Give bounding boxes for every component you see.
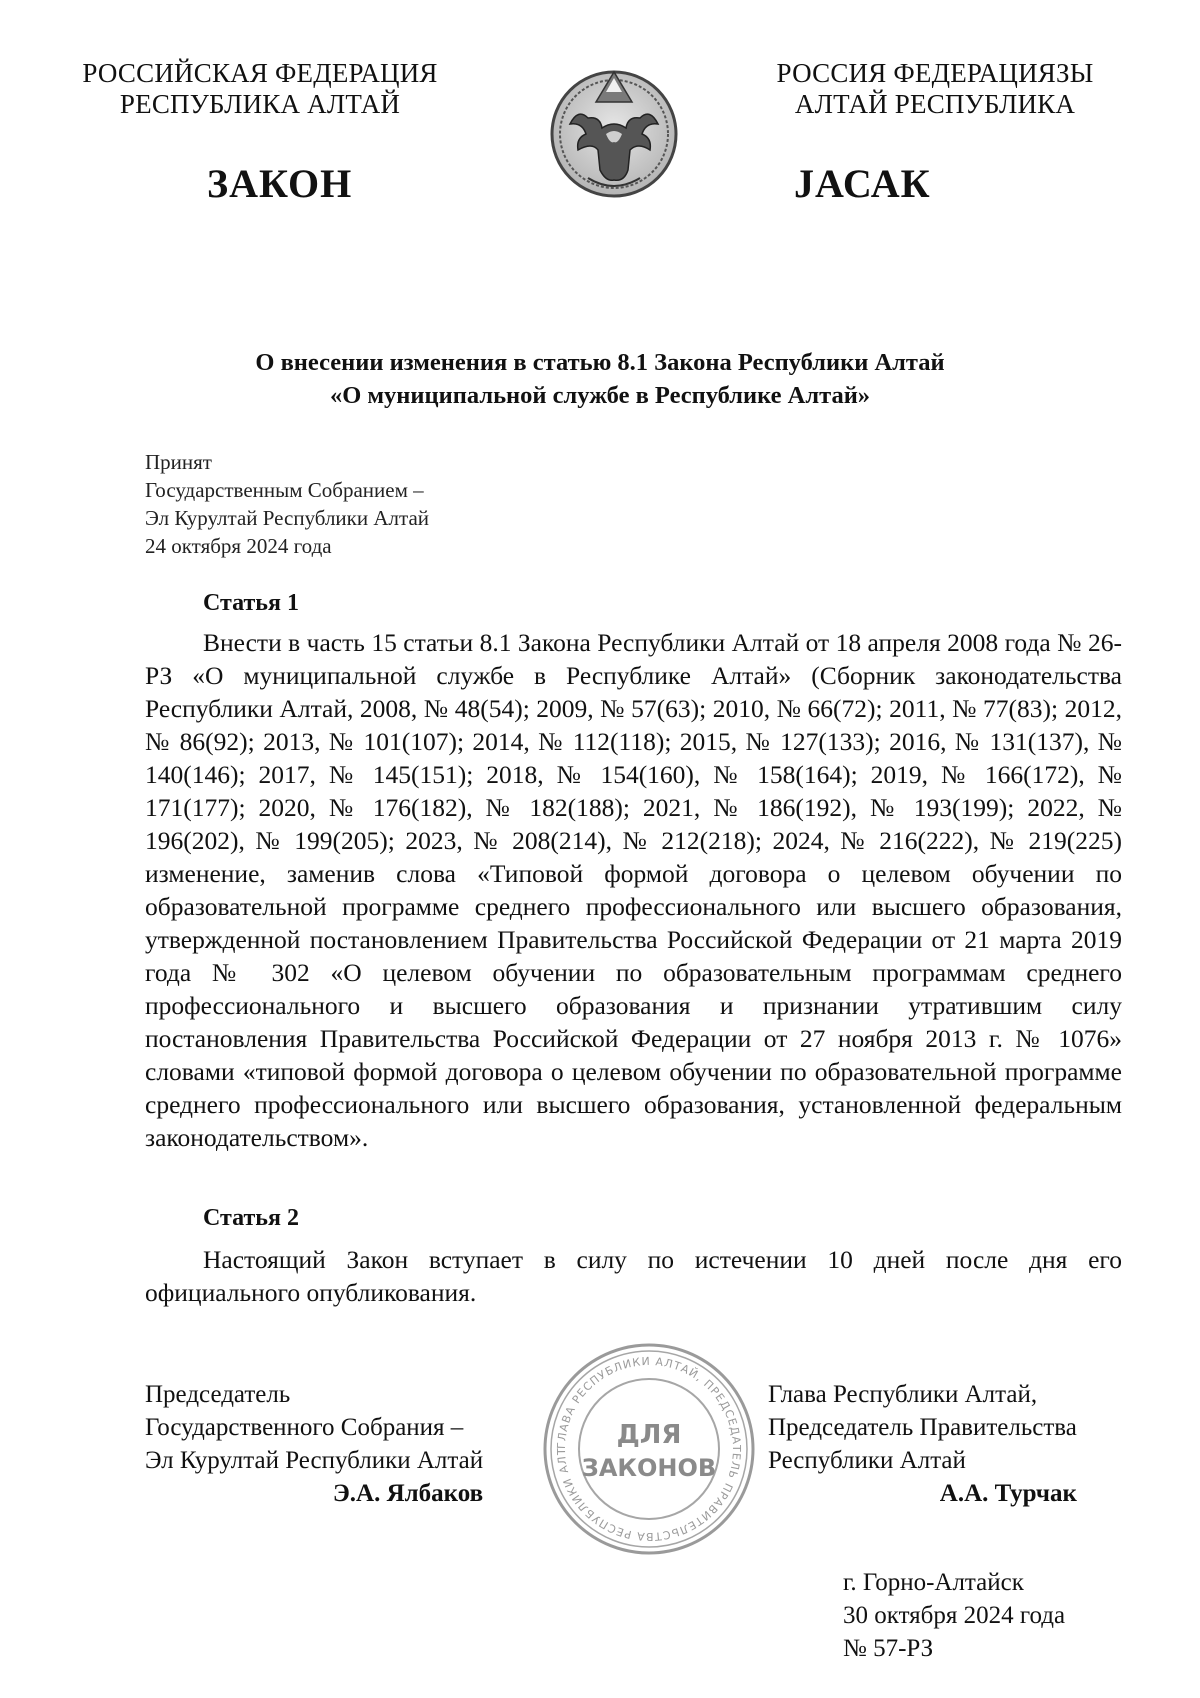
footer-place: г. Горно-Алтайск bbox=[843, 1569, 1024, 1596]
header-right-word: ЈАСАК bbox=[794, 161, 931, 206]
adopted-line1: Принят bbox=[145, 450, 212, 474]
adopted-line4: 24 октября 2024 года bbox=[145, 534, 332, 558]
header-left-line1: РОССИЙСКАЯ ФЕДЕРАЦИЯ bbox=[82, 58, 438, 88]
official-stamp bbox=[540, 1340, 758, 1558]
altai-republic-emblem-icon bbox=[548, 58, 680, 206]
stamp-ring-text: ГЛАВА РЕСПУБЛИКИ АЛТАЙ, ПРЕДСЕДАТЕЛЬ ПРАВИТЕЛЬСТВА РЕСПУБЛИКИ АЛТ bbox=[554, 1354, 744, 1544]
header-right-line2: АЛТАЙ РЕСПУБЛИКА bbox=[794, 89, 1076, 119]
header-right-line1: РОССИЯ ФЕДЕРАЦИЯЗЫ bbox=[776, 58, 1094, 88]
article1-body bbox=[145, 626, 1122, 1154]
sig-left-name: Э.А. Ялбаков bbox=[332, 1480, 484, 1507]
header-left-line2: РЕСПУБЛИКА АЛТАЙ bbox=[119, 89, 401, 119]
stamp-center-line2: ЗАКОНОВ bbox=[581, 1454, 717, 1482]
article2-body bbox=[145, 1243, 1122, 1309]
sig-right-line3: Республики Алтай bbox=[768, 1447, 966, 1474]
stamp-center-line1: ДЛЯ bbox=[616, 1420, 682, 1450]
header-left-word: ЗАКОН bbox=[207, 161, 353, 206]
footer-date: 30 октября 2024 года bbox=[843, 1602, 1066, 1629]
sig-right-line1: Глава Республики Алтай, bbox=[768, 1381, 1038, 1408]
article2-heading: Статья 2 bbox=[203, 1205, 299, 1231]
sig-left-line1: Председатель bbox=[145, 1381, 291, 1408]
sig-left-line2: Государственного Собрания – bbox=[145, 1414, 464, 1441]
signature-right bbox=[768, 1378, 1077, 1510]
page-title bbox=[140, 346, 1060, 412]
title-line1: О внесении изменения в статью 8.1 Закона Республики Алтай bbox=[255, 349, 945, 376]
adopted-line2: Государственным Собранием – bbox=[145, 478, 424, 502]
article1-heading: Статья 1 bbox=[203, 590, 299, 616]
sig-right-line2: Председатель Правительства bbox=[768, 1414, 1077, 1441]
sig-left-line3: Эл Курултай Республики Алтай bbox=[145, 1447, 484, 1474]
header-left bbox=[60, 58, 460, 120]
adopted-line3: Эл Курултай Республики Алтай bbox=[145, 506, 430, 530]
footer-block bbox=[843, 1566, 1065, 1665]
signature-left bbox=[145, 1378, 483, 1510]
title-line2: «О муниципальной службе в Республике Алтай» bbox=[329, 382, 871, 409]
sig-right-name: А.А. Турчак bbox=[939, 1480, 1077, 1507]
adoption-block bbox=[145, 448, 429, 560]
footer-number: № 57-РЗ bbox=[843, 1635, 934, 1662]
header-right bbox=[735, 58, 1135, 120]
article2-text: Настоящий Закон вступает в силу по истечении 10 дней после дня его официального опубликования. bbox=[145, 1245, 1122, 1307]
article1-text: Внести в часть 15 статьи 8.1 Закона Республики Алтай от 18 апреля 2008 года № 26-РЗ «О муниципальной службе в Республике Алтай» (Сборник законодательства Республики Алтай, 2008, № 48(54); 2009, № 57(63); 2010, № 66(72); 2011, № 77(83); 2012, № 86(92); 2013, № 101(107); 2014, № 112(118); 2015, № 127(133); 2016, № 131(137), № 140(146); 2017, № 145(151); 2018, № 154(160), № 158(164); 2019, № 166(172), № 171(177); 2020, № 176(182), № 182(188); 2021, № 186(192), № 193(199); 2022, № 196(202), № 199(205); 2023, № 208(214), № 212(218); 2024, № 216(222), № 219(225) изменение, заменив слова «Типовой формой договора о целевом обучении по образовательной программе среднего профессионального или высшего образования, утвержденной постановлением Правительства Российской Федерации от 21 марта 2019 года № 302 «О целевом обучении по образовательным программам среднего профессионального и высшего образования и признании утратившим силу постановления Правительства Российской Федерации от 27 ноября 2013 г. № 1076» словами «типовой формой договора о целевом обучении по образовательной программе среднего профессионального или высшего образования, установленной федеральным законодательством». bbox=[145, 628, 1122, 1152]
